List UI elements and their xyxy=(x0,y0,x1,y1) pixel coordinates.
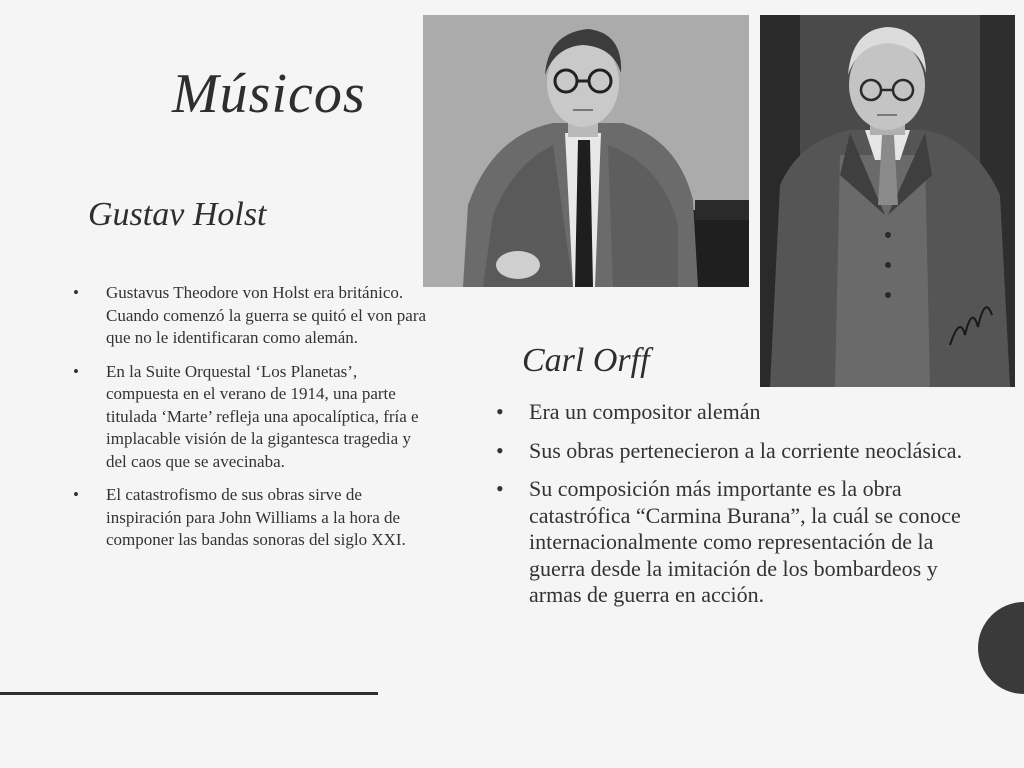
holst-bullet-list xyxy=(73,282,428,563)
orff-bullet-1: • Era un compositor alemán xyxy=(496,399,966,426)
gustav-holst-portrait-graphic xyxy=(760,15,1015,387)
holst-heading: Gustav Holst xyxy=(88,196,267,233)
slide-title: Músicos xyxy=(172,63,366,125)
carl-orff-photo xyxy=(423,15,749,287)
holst-bullet-3: • El catastrofismo de sus obras sirve de inspiración para John Williams a la hora de componer las bandas sonoras del siglo XXI. xyxy=(73,484,428,552)
orff-heading: Carl Orff xyxy=(522,342,650,379)
orff-bullet-list xyxy=(496,399,966,621)
decorative-circle xyxy=(978,602,1024,694)
bottom-divider-line xyxy=(0,692,378,695)
carl-orff-portrait-graphic xyxy=(423,15,749,287)
orff-bullet-3: • Su composición más importante es la obra catastrófica “Carmina Burana”, la cuál se conoce internacionalmente como representación de la guerra desde la imitación de los bombardeos y armas de guerra en acción. xyxy=(496,476,966,609)
holst-bullet-2: • En la Suite Orquestal ‘Los Planetas’, compuesta en el verano de 1914, una parte titulada ‘Marte’ refleja una apocalíptica, fría e implacable visión de la gigantesca tragedia y del caos que se avecinaba. xyxy=(73,361,428,474)
gustav-holst-photo xyxy=(760,15,1015,387)
holst-bullet-1: • Gustavus Theodore von Holst era británico. Cuando comenzó la guerra se quitó el von para que no le identificaran como alemán. xyxy=(73,282,428,350)
orff-bullet-2: • Sus obras pertenecieron a la corriente neoclásica. xyxy=(496,438,966,465)
